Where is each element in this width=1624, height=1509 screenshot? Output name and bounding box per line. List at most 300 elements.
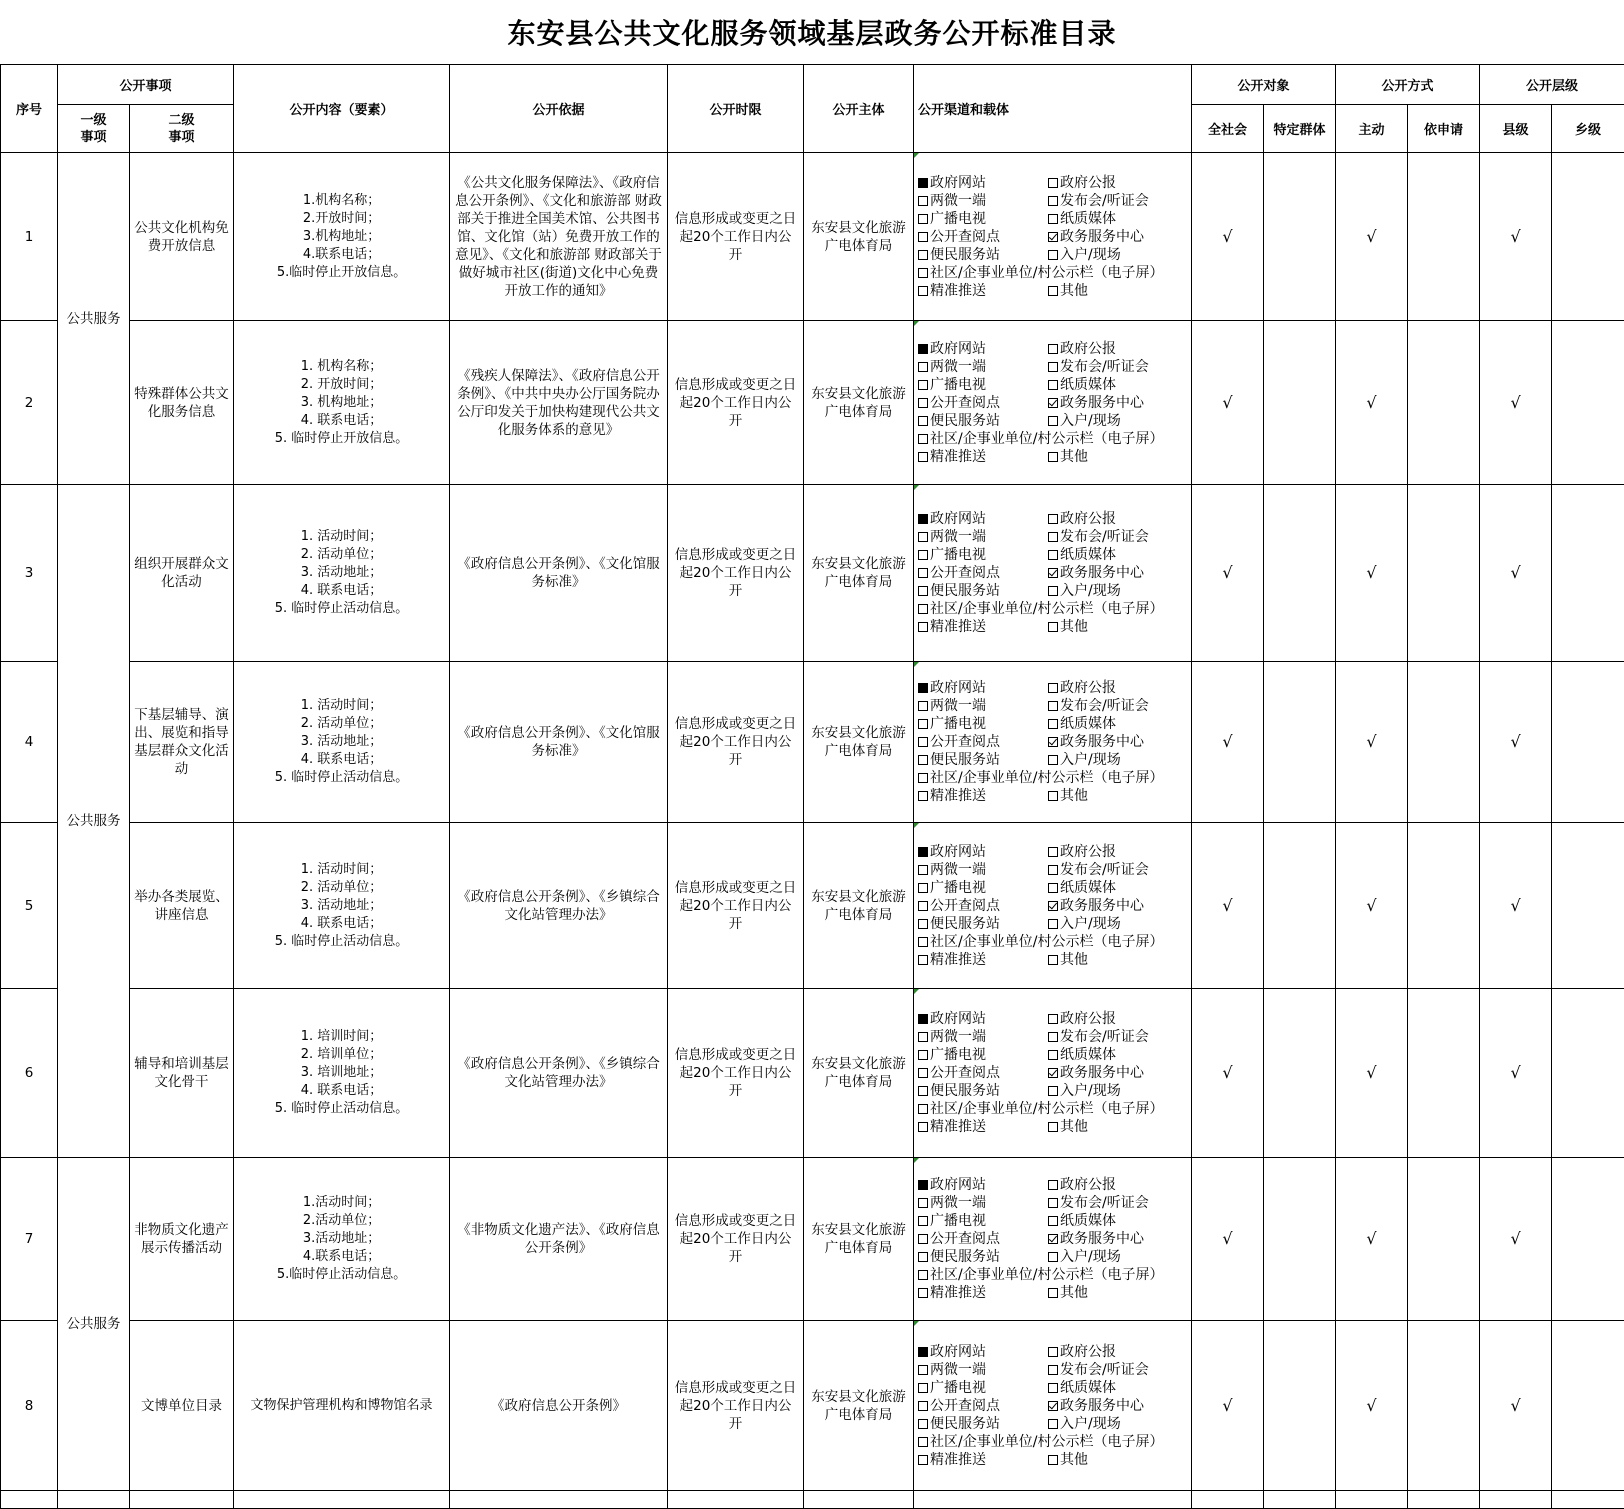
channel-label: 入户/现场: [1060, 582, 1121, 600]
checkbox-icon[interactable]: [918, 250, 928, 260]
checkbox-icon[interactable]: [918, 847, 928, 857]
checkbox-icon[interactable]: [1048, 791, 1058, 801]
level2-cell: 下基层辅导、演出、展览和指导基层群众文化活动: [130, 662, 234, 823]
channel-label: 纸质媒体: [1060, 210, 1116, 228]
checkbox-icon[interactable]: [918, 791, 928, 801]
checkbox-icon[interactable]: [1048, 1014, 1058, 1024]
checkbox-icon[interactable]: [918, 1216, 928, 1226]
channel-label: 入户/现场: [1060, 915, 1121, 933]
channel-label: 发布会/听证会: [1060, 861, 1149, 879]
header-time-limit: 公开时限: [668, 65, 804, 153]
empty-cell: [1552, 1491, 1624, 1509]
method-active-check: √: [1336, 989, 1408, 1158]
channels-cell: [914, 662, 1192, 823]
target-specific-check: [1264, 153, 1336, 321]
checkbox-icon[interactable]: [918, 719, 928, 729]
checkbox-icon[interactable]: [1048, 1234, 1058, 1244]
content-line: 1. 活动时间；: [236, 697, 447, 715]
channels-cell: [914, 321, 1192, 485]
time-limit-cell: 信息形成或变更之日起20个工作日内公开: [668, 321, 804, 485]
checkbox-icon[interactable]: [1048, 532, 1058, 542]
checkbox-icon[interactable]: [1048, 416, 1058, 426]
target-specific-check: [1264, 321, 1336, 485]
checkbox-icon[interactable]: [1048, 586, 1058, 596]
content-line: 1. 活动时间；: [236, 861, 447, 879]
channel-label: 政府公报: [1060, 1343, 1116, 1361]
method-request-check: [1408, 1321, 1480, 1491]
channels-cell: [914, 823, 1192, 989]
checkbox-icon[interactable]: [1048, 452, 1058, 462]
checkbox-icon[interactable]: [918, 196, 928, 206]
level-town-check: [1552, 485, 1624, 662]
channel-label: 广播电视: [930, 715, 986, 733]
checkbox-icon[interactable]: [918, 1288, 928, 1298]
table-row: [1, 1321, 1624, 1491]
checkbox-icon[interactable]: [918, 232, 928, 242]
checkbox-icon[interactable]: [1048, 232, 1058, 242]
checkbox-icon[interactable]: [918, 1068, 928, 1078]
channel-label: 便民服务站: [930, 1248, 1000, 1266]
checkbox-icon[interactable]: [1048, 719, 1058, 729]
channel-label: 入户/现场: [1060, 1082, 1121, 1100]
channel-label: 公开查阅点: [930, 394, 1000, 412]
channel-label: 两微一端: [930, 697, 986, 715]
level1-cell: 公共服务: [58, 485, 130, 1158]
target-all-check: √: [1192, 1158, 1264, 1321]
channel-label: 政府网站: [930, 1010, 986, 1028]
channel-label: 纸质媒体: [1060, 376, 1116, 394]
channel-label: 政务服务中心: [1060, 564, 1144, 582]
table-row: [1, 153, 1624, 321]
checkbox-icon[interactable]: [1048, 1180, 1058, 1190]
channel-label: 纸质媒体: [1060, 1046, 1116, 1064]
channel-label: 发布会/听证会: [1060, 528, 1149, 546]
level2-cell: 文博单位目录: [130, 1321, 234, 1491]
channel-label: 其他: [1060, 787, 1088, 805]
target-all-check: √: [1192, 823, 1264, 989]
checkbox-icon[interactable]: [1048, 568, 1058, 578]
method-request-check: [1408, 485, 1480, 662]
channel-label: 政府网站: [930, 174, 986, 192]
channel-label: 公开查阅点: [930, 228, 1000, 246]
channel-label: 社区/企事业单位/村公示栏（电子屏）: [930, 1266, 1163, 1284]
checkbox-icon[interactable]: [1048, 1032, 1058, 1042]
target-all-check: √: [1192, 485, 1264, 662]
channel-label: 两微一端: [930, 358, 986, 376]
basis-cell: 《残疾人保障法》、《政府信息公开条例》、《中共中央办公厅国务院办公厅印发关于加快构建现代公共文化服务体系的意见》: [450, 321, 668, 485]
checkbox-icon[interactable]: [1048, 286, 1058, 296]
checkbox-icon[interactable]: [1048, 1050, 1058, 1060]
checkbox-icon[interactable]: [918, 1347, 928, 1357]
table-row: [1, 823, 1624, 989]
checkbox-icon[interactable]: [1048, 847, 1058, 857]
channel-label: 广播电视: [930, 1046, 986, 1064]
subject-cell: 东安县文化旅游广电体育局: [804, 321, 914, 485]
level-town-check: [1552, 153, 1624, 321]
channel-label: 政务服务中心: [1060, 1397, 1144, 1415]
channel-label: 公开查阅点: [930, 733, 1000, 751]
header-method-request: 依申请: [1408, 105, 1480, 153]
content-line: 1. 活动时间；: [236, 528, 447, 546]
checkbox-icon[interactable]: [1048, 755, 1058, 765]
channel-label: 政府公报: [1060, 340, 1116, 358]
checkbox-icon[interactable]: [918, 919, 928, 929]
channel-label: 发布会/听证会: [1060, 1194, 1149, 1212]
checkbox-icon[interactable]: [1048, 1419, 1058, 1429]
channel-label: 纸质媒体: [1060, 879, 1116, 897]
checkbox-icon[interactable]: [918, 532, 928, 542]
checkbox-icon[interactable]: [1048, 1455, 1058, 1465]
content-line: 5.临时停止活动信息。: [236, 1266, 447, 1284]
checkbox-icon[interactable]: [918, 344, 928, 354]
checkbox-icon[interactable]: [1048, 398, 1058, 408]
checkbox-icon[interactable]: [1048, 901, 1058, 911]
channel-label: 纸质媒体: [1060, 715, 1116, 733]
content-line: 1. 培训时间；: [236, 1028, 447, 1046]
level2-cell: 组织开展群众文化活动: [130, 485, 234, 662]
channel-label: 政府公报: [1060, 679, 1116, 697]
checkbox-icon[interactable]: [1048, 1198, 1058, 1208]
channel-label: 精准推送: [930, 787, 986, 805]
header-level-town: 乡级: [1552, 105, 1624, 153]
content-line: 4.联系电话；: [236, 1248, 447, 1266]
channel-label: 发布会/听证会: [1060, 358, 1149, 376]
channels-cell: [914, 485, 1192, 662]
empty-cell: [1480, 1491, 1552, 1509]
time-limit-cell: 信息形成或变更之日起20个工作日内公开: [668, 989, 804, 1158]
channel-label: 便民服务站: [930, 915, 1000, 933]
level2-cell: 特殊群体公共文化服务信息: [130, 321, 234, 485]
checkbox-icon[interactable]: [918, 550, 928, 560]
channel-label: 精准推送: [930, 618, 986, 636]
checkbox-icon[interactable]: [1048, 701, 1058, 711]
channel-label: 其他: [1060, 1451, 1088, 1469]
table-row: [1, 1158, 1624, 1321]
channel-label: 其他: [1060, 1118, 1088, 1136]
checkbox-icon[interactable]: [918, 937, 928, 947]
checkbox-icon[interactable]: [918, 604, 928, 614]
channel-label: 政务服务中心: [1060, 733, 1144, 751]
checkbox-icon[interactable]: [918, 683, 928, 693]
checkbox-icon[interactable]: [918, 362, 928, 372]
comment-marker-icon: [914, 662, 919, 667]
channel-label: 社区/企事业单位/村公示栏（电子屏）: [930, 600, 1163, 618]
checkbox-icon[interactable]: [918, 398, 928, 408]
checkbox-icon[interactable]: [918, 901, 928, 911]
channel-label: 政府公报: [1060, 174, 1116, 192]
header-method: 公开方式: [1336, 65, 1480, 105]
channel-label: 政务服务中心: [1060, 1064, 1144, 1082]
checkbox-icon[interactable]: [918, 955, 928, 965]
checkbox-icon[interactable]: [1048, 380, 1058, 390]
channel-label: 广播电视: [930, 1379, 986, 1397]
channel-label: 政府网站: [930, 1176, 986, 1194]
level-county-check: √: [1480, 662, 1552, 823]
level2-cell: 举办各类展览、讲座信息: [130, 823, 234, 989]
checkbox-icon[interactable]: [918, 380, 928, 390]
channel-label: 公开查阅点: [930, 1397, 1000, 1415]
channel-label: 便民服务站: [930, 1082, 1000, 1100]
checkbox-icon[interactable]: [1048, 1068, 1058, 1078]
channel-label: 精准推送: [930, 448, 986, 466]
checkbox-icon[interactable]: [918, 1437, 928, 1447]
header-level: 公开层级: [1480, 65, 1624, 105]
comment-marker-icon: [914, 989, 919, 994]
checkbox-icon[interactable]: [918, 1050, 928, 1060]
checkbox-icon[interactable]: [1048, 1365, 1058, 1375]
checkbox-icon[interactable]: [1048, 250, 1058, 260]
empty-cell: [130, 1491, 234, 1509]
checkbox-icon[interactable]: [918, 416, 928, 426]
channel-label: 政府网站: [930, 340, 986, 358]
channel-label: 精准推送: [930, 1451, 986, 1469]
empty-cell: [914, 1491, 1192, 1509]
checkbox-icon[interactable]: [1048, 1401, 1058, 1411]
method-request-check: [1408, 1158, 1480, 1321]
checkbox-icon[interactable]: [918, 1252, 928, 1262]
channel-label: 社区/企事业单位/村公示栏（电子屏）: [930, 769, 1163, 787]
channel-label: 精准推送: [930, 1118, 986, 1136]
checkbox-icon[interactable]: [918, 1104, 928, 1114]
checkbox-icon[interactable]: [1048, 344, 1058, 354]
checkbox-icon[interactable]: [918, 286, 928, 296]
comment-marker-icon: [914, 153, 919, 158]
time-limit-cell: 信息形成或变更之日起20个工作日内公开: [668, 1158, 804, 1321]
row-seq: 8: [1, 1321, 58, 1491]
checkbox-icon[interactable]: [918, 568, 928, 578]
checkbox-icon[interactable]: [1048, 550, 1058, 560]
checkbox-icon[interactable]: [1048, 737, 1058, 747]
basis-cell: 《政府信息公开条例》、《文化馆服务标准》: [450, 485, 668, 662]
checkbox-icon[interactable]: [918, 1198, 928, 1208]
level-town-check: [1552, 989, 1624, 1158]
empty-cell: [58, 1491, 130, 1509]
checkbox-icon[interactable]: [918, 1270, 928, 1280]
level2-cell: 公共文化机构免费开放信息: [130, 153, 234, 321]
content-line: 3. 培训地址；: [236, 1064, 447, 1082]
checkbox-icon[interactable]: [1048, 683, 1058, 693]
checkbox-icon[interactable]: [918, 1365, 928, 1375]
channel-label: 入户/现场: [1060, 1415, 1121, 1433]
channel-label: 入户/现场: [1060, 246, 1121, 264]
comment-marker-icon: [914, 321, 919, 326]
content-line: 4. 联系电话；: [236, 1082, 447, 1100]
header-target-specific: 特定群体: [1264, 105, 1336, 153]
content-line: 2. 培训单位；: [236, 1046, 447, 1064]
target-specific-check: [1264, 1158, 1336, 1321]
subject-cell: 东安县文化旅游广电体育局: [804, 153, 914, 321]
content-cell: [234, 321, 450, 485]
header-seq: 序号: [1, 65, 58, 153]
level-county-check: √: [1480, 321, 1552, 485]
table-row: [1, 485, 1624, 662]
method-active-check: √: [1336, 1321, 1408, 1491]
checkbox-icon[interactable]: [1048, 1252, 1058, 1262]
channel-label: 政府网站: [930, 843, 986, 861]
channel-label: 广播电视: [930, 1212, 986, 1230]
checkbox-icon[interactable]: [918, 1122, 928, 1132]
row-seq: 1: [1, 153, 58, 321]
channel-label: 发布会/听证会: [1060, 697, 1149, 715]
target-specific-check: [1264, 823, 1336, 989]
content-line: 1.机构名称；: [236, 192, 447, 210]
header-subject: 公开主体: [804, 65, 914, 153]
checkbox-icon[interactable]: [918, 1032, 928, 1042]
target-all-check: √: [1192, 1321, 1264, 1491]
checkbox-icon[interactable]: [1048, 1086, 1058, 1096]
level-county-check: √: [1480, 485, 1552, 662]
content-line: 3. 活动地址；: [236, 733, 447, 751]
channel-label: 政府网站: [930, 510, 986, 528]
checkbox-icon[interactable]: [918, 1455, 928, 1465]
subject-cell: 东安县文化旅游广电体育局: [804, 1321, 914, 1491]
checkbox-icon[interactable]: [1048, 919, 1058, 929]
method-request-check: [1408, 823, 1480, 989]
checkbox-icon[interactable]: [1048, 865, 1058, 875]
channel-label: 公开查阅点: [930, 897, 1000, 915]
checkbox-icon[interactable]: [918, 514, 928, 524]
channel-label: 入户/现场: [1060, 751, 1121, 769]
checkbox-icon[interactable]: [918, 1383, 928, 1393]
checkbox-icon[interactable]: [918, 178, 928, 188]
checkbox-icon[interactable]: [918, 214, 928, 224]
checkbox-icon[interactable]: [918, 737, 928, 747]
header-content: 公开内容（要素）: [234, 65, 450, 153]
header-level-county: 县级: [1480, 105, 1552, 153]
checkbox-icon[interactable]: [1048, 178, 1058, 188]
checkbox-icon[interactable]: [1048, 514, 1058, 524]
checkbox-icon[interactable]: [918, 883, 928, 893]
channel-label: 便民服务站: [930, 246, 1000, 264]
checkbox-icon[interactable]: [1048, 883, 1058, 893]
basis-cell: 《政府信息公开条例》、《乡镇综合文化站管理办法》: [450, 989, 668, 1158]
level1-cell: 公共服务: [58, 1158, 130, 1491]
checkbox-icon[interactable]: [918, 434, 928, 444]
content-line: 5. 临时停止活动信息。: [236, 600, 447, 618]
checkbox-icon[interactable]: [1048, 1347, 1058, 1357]
channel-label: 社区/企事业单位/村公示栏（电子屏）: [930, 1100, 1163, 1118]
channel-label: 两微一端: [930, 1028, 986, 1046]
content-line: 5. 临时停止开放信息。: [236, 430, 447, 448]
content-line: 3. 活动地址；: [236, 564, 447, 582]
checkbox-icon[interactable]: [918, 701, 928, 711]
checkbox-icon[interactable]: [918, 622, 928, 632]
checkbox-icon[interactable]: [1048, 1288, 1058, 1298]
content-line: 4.联系电话；: [236, 246, 447, 264]
comment-marker-icon: [914, 823, 919, 828]
subject-cell: 东安县文化旅游广电体育局: [804, 1158, 914, 1321]
checkbox-icon[interactable]: [918, 268, 928, 278]
checkbox-icon[interactable]: [918, 452, 928, 462]
checkbox-icon[interactable]: [1048, 362, 1058, 372]
channel-label: 社区/企事业单位/村公示栏（电子屏）: [930, 933, 1163, 951]
target-specific-check: [1264, 1321, 1336, 1491]
channel-label: 政府公报: [1060, 1176, 1116, 1194]
checkbox-icon[interactable]: [918, 773, 928, 783]
channel-label: 纸质媒体: [1060, 1379, 1116, 1397]
method-request-check: [1408, 662, 1480, 823]
row-seq: 5: [1, 823, 58, 989]
channel-label: 便民服务站: [930, 582, 1000, 600]
checkbox-icon[interactable]: [918, 1419, 928, 1429]
basis-cell: 《政府信息公开条例》: [450, 1321, 668, 1491]
checkbox-icon[interactable]: [1048, 1383, 1058, 1393]
checkbox-icon[interactable]: [918, 755, 928, 765]
row-seq: 2: [1, 321, 58, 485]
level-town-check: [1552, 662, 1624, 823]
level2-cell: 非物质文化遗产展示传播活动: [130, 1158, 234, 1321]
checkbox-icon[interactable]: [918, 1234, 928, 1244]
content-line: 4. 联系电话；: [236, 751, 447, 769]
content-line: 4. 联系电话；: [236, 412, 447, 430]
level-town-check: [1552, 1158, 1624, 1321]
comment-marker-icon: [914, 485, 919, 490]
channel-label: 发布会/听证会: [1060, 1361, 1149, 1379]
channel-label: 广播电视: [930, 210, 986, 228]
checkbox-icon[interactable]: [1048, 955, 1058, 965]
level-county-check: √: [1480, 1321, 1552, 1491]
content-line: 文物保护管理机构和博物馆名录: [236, 1397, 447, 1415]
channel-label: 政务服务中心: [1060, 1230, 1144, 1248]
header-method-active: 主动: [1336, 105, 1408, 153]
checkbox-icon[interactable]: [918, 865, 928, 875]
empty-cell: [1192, 1491, 1264, 1509]
checkbox-icon[interactable]: [918, 1401, 928, 1411]
content-cell: [234, 989, 450, 1158]
row-seq: 4: [1, 662, 58, 823]
checkbox-icon[interactable]: [1048, 196, 1058, 206]
content-line: 2.开放时间；: [236, 210, 447, 228]
channel-label: 其他: [1060, 448, 1088, 466]
target-all-check: √: [1192, 153, 1264, 321]
channel-label: 纸质媒体: [1060, 546, 1116, 564]
channels-cell: [914, 1158, 1192, 1321]
checkbox-icon[interactable]: [1048, 1216, 1058, 1226]
method-active-check: √: [1336, 153, 1408, 321]
channel-label: 入户/现场: [1060, 1248, 1121, 1266]
empty-row: [1, 1491, 1624, 1509]
channel-label: 广播电视: [930, 376, 986, 394]
channels-cell: [914, 153, 1192, 321]
checkbox-icon[interactable]: [918, 1014, 928, 1024]
channel-label: 广播电视: [930, 546, 986, 564]
target-all-check: √: [1192, 989, 1264, 1158]
content-line: 3.活动地址；: [236, 1230, 447, 1248]
subject-cell: 东安县文化旅游广电体育局: [804, 485, 914, 662]
content-line: 3.机构地址；: [236, 228, 447, 246]
checkbox-icon[interactable]: [1048, 214, 1058, 224]
content-line: 5. 临时停止活动信息。: [236, 769, 447, 787]
method-active-check: √: [1336, 662, 1408, 823]
checkbox-icon[interactable]: [918, 586, 928, 596]
checkbox-icon[interactable]: [918, 1086, 928, 1096]
content-cell: [234, 153, 450, 321]
content-line: 2. 开放时间；: [236, 376, 447, 394]
checkbox-icon[interactable]: [918, 1180, 928, 1190]
basis-cell: 《非物质文化遗产法》、《政府信息公开条例》: [450, 1158, 668, 1321]
method-active-check: √: [1336, 485, 1408, 662]
table-body: [1, 153, 1624, 1509]
checkbox-icon[interactable]: [1048, 1122, 1058, 1132]
checkbox-icon[interactable]: [1048, 622, 1058, 632]
channel-label: 政务服务中心: [1060, 897, 1144, 915]
content-line: 5.临时停止开放信息。: [236, 264, 447, 282]
content-line: 1. 机构名称；: [236, 358, 447, 376]
basis-cell: 《政府信息公开条例》、《文化馆服务标准》: [450, 662, 668, 823]
channel-label: 两微一端: [930, 528, 986, 546]
time-limit-cell: 信息形成或变更之日起20个工作日内公开: [668, 662, 804, 823]
subject-cell: 东安县文化旅游广电体育局: [804, 823, 914, 989]
